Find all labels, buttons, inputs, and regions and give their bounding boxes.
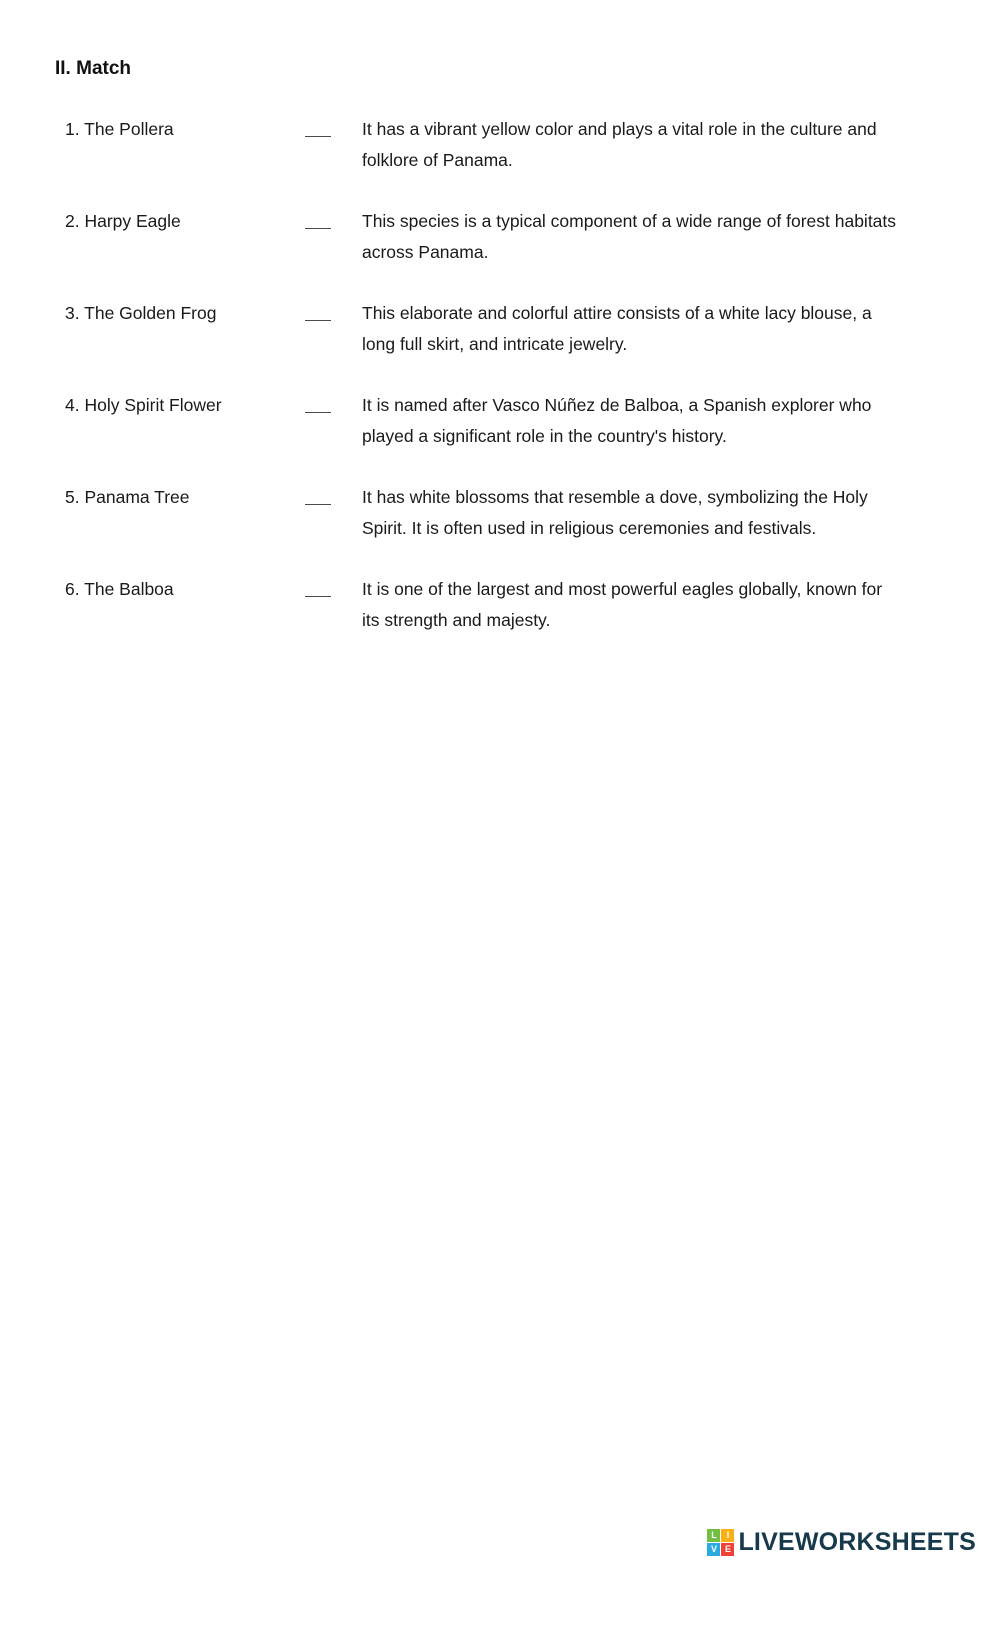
blank-cell	[305, 114, 362, 147]
blank-cell	[305, 574, 362, 607]
match-term: 3. The Golden Frog	[65, 303, 217, 323]
match-list	[65, 114, 940, 636]
match-row	[65, 298, 940, 360]
match-row	[65, 574, 940, 636]
logo-square-l: L	[707, 1529, 720, 1542]
footer	[707, 1528, 976, 1557]
answer-blank[interactable]	[305, 485, 331, 505]
answer-blank[interactable]	[305, 117, 331, 137]
liveworksheets-logo-icon	[707, 1529, 734, 1556]
blank-cell	[305, 390, 362, 423]
match-term: 4. Holy Spirit Flower	[65, 395, 222, 415]
match-description: This species is a typical component of a wide range of forest habitats across Panama.	[362, 211, 897, 262]
worksheet-content	[0, 0, 1000, 636]
blank-cell	[305, 206, 362, 239]
match-row	[65, 114, 940, 176]
match-row	[65, 390, 940, 452]
match-term: 2. Harpy Eagle	[65, 211, 181, 231]
match-term: 5. Panama Tree	[65, 487, 190, 507]
answer-blank[interactable]	[305, 393, 331, 413]
match-description: It has white blossoms that resemble a dove, symbolizing the Holy Spirit. It is often used in religious ceremonies and festivals.	[362, 487, 868, 538]
liveworksheets-wordmark: LIVEWORKSHEETS	[738, 1528, 976, 1556]
logo-square-v: V	[707, 1543, 720, 1556]
match-description: It is named after Vasco Núñez de Balboa, a Spanish explorer who played a significant role in the country's history.	[362, 395, 872, 446]
answer-blank[interactable]	[305, 577, 331, 597]
match-description: This elaborate and colorful attire consists of a white lacy blouse, a long full skirt, and intricate jewelry.	[362, 303, 872, 354]
answer-blank[interactable]	[305, 209, 331, 229]
section-heading: II. Match	[55, 58, 132, 79]
blank-cell	[305, 482, 362, 515]
answer-blank[interactable]	[305, 301, 331, 321]
match-description: It has a vibrant yellow color and plays a vital role in the culture and folklore of Panama.	[362, 119, 877, 170]
logo-square-i: I	[721, 1529, 734, 1542]
blank-cell	[305, 298, 362, 331]
match-term: 1. The Pollera	[65, 119, 174, 139]
match-description: It is one of the largest and most powerful eagles globally, known for its strength and majesty.	[362, 579, 883, 630]
match-row	[65, 482, 940, 544]
logo-square-e: E	[721, 1543, 734, 1556]
match-row	[65, 206, 940, 268]
match-term: 6. The Balboa	[65, 579, 174, 599]
